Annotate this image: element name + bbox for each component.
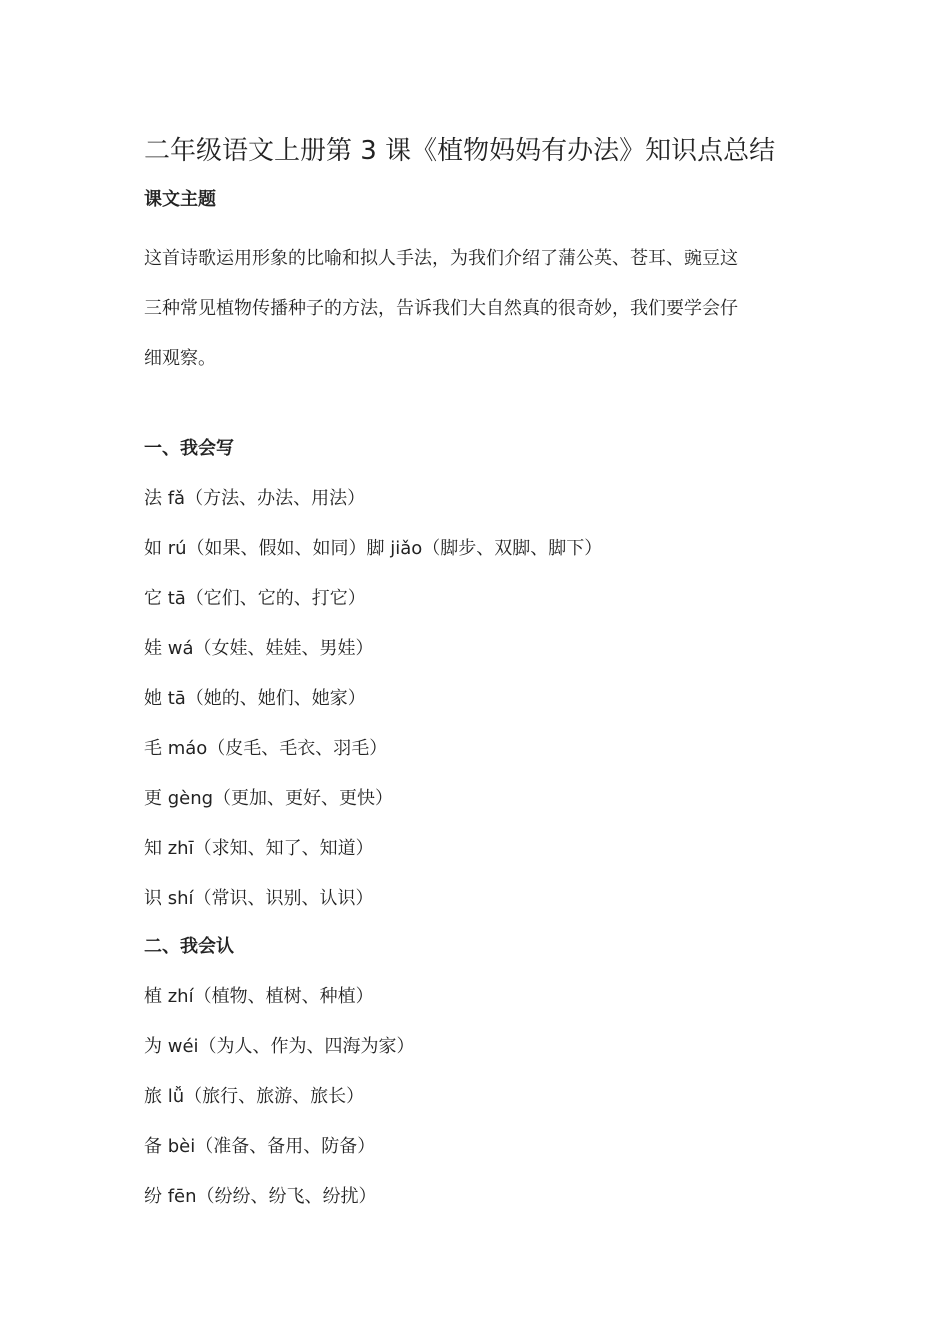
section-write-heading: 一、我会写 — [144, 438, 234, 459]
theme-line: 这首诗歌运用形象的比喻和拟人手法，为我们介绍了蒲公英、苍耳、豌豆这 — [144, 248, 738, 269]
document-title: 二年级语文上册第 3 课《植物妈妈有办法》知识点总结 — [144, 136, 776, 166]
section-read-heading: 二、我会认 — [144, 936, 234, 957]
list-item: 纷 fēn（纷纷、纷飞、纷扰） — [144, 1186, 377, 1207]
list-item: 如 rú（如果、假如、如同）脚 jiǎo（脚步、双脚、脚下） — [144, 538, 603, 559]
theme-paragraph — [144, 234, 814, 384]
list-item: 识 shí（常识、识别、认识） — [144, 888, 374, 909]
theme-line: 三种常见植物传播种子的方法，告诉我们大自然真的很奇妙，我们要学会仔 — [144, 298, 738, 319]
list-item: 旅 lǚ（旅行、旅游、旅长） — [144, 1086, 365, 1107]
list-item: 备 bèi（准备、备用、防备） — [144, 1136, 376, 1157]
list-item: 娃 wá（女娃、娃娃、男娃） — [144, 638, 374, 659]
theme-heading: 课文主题 — [144, 189, 216, 210]
list-item: 法 fǎ（方法、办法、用法） — [144, 488, 366, 509]
list-item: 更 gèng（更加、更好、更快） — [144, 788, 394, 809]
list-item: 为 wéi（为人、作为、四海为家） — [144, 1036, 415, 1057]
list-item: 植 zhí（植物、植树、种植） — [144, 986, 374, 1007]
theme-line: 细观察。 — [144, 348, 216, 369]
list-item: 她 tā（她的、她们、她家） — [144, 688, 366, 709]
read-character-list — [144, 984, 415, 1234]
list-item: 毛 máo（皮毛、毛衣、羽毛） — [144, 738, 388, 759]
list-item: 它 tā（它们、它的、打它） — [144, 588, 366, 609]
write-character-list — [144, 486, 602, 936]
list-item: 知 zhī（求知、知了、知道） — [144, 838, 374, 859]
